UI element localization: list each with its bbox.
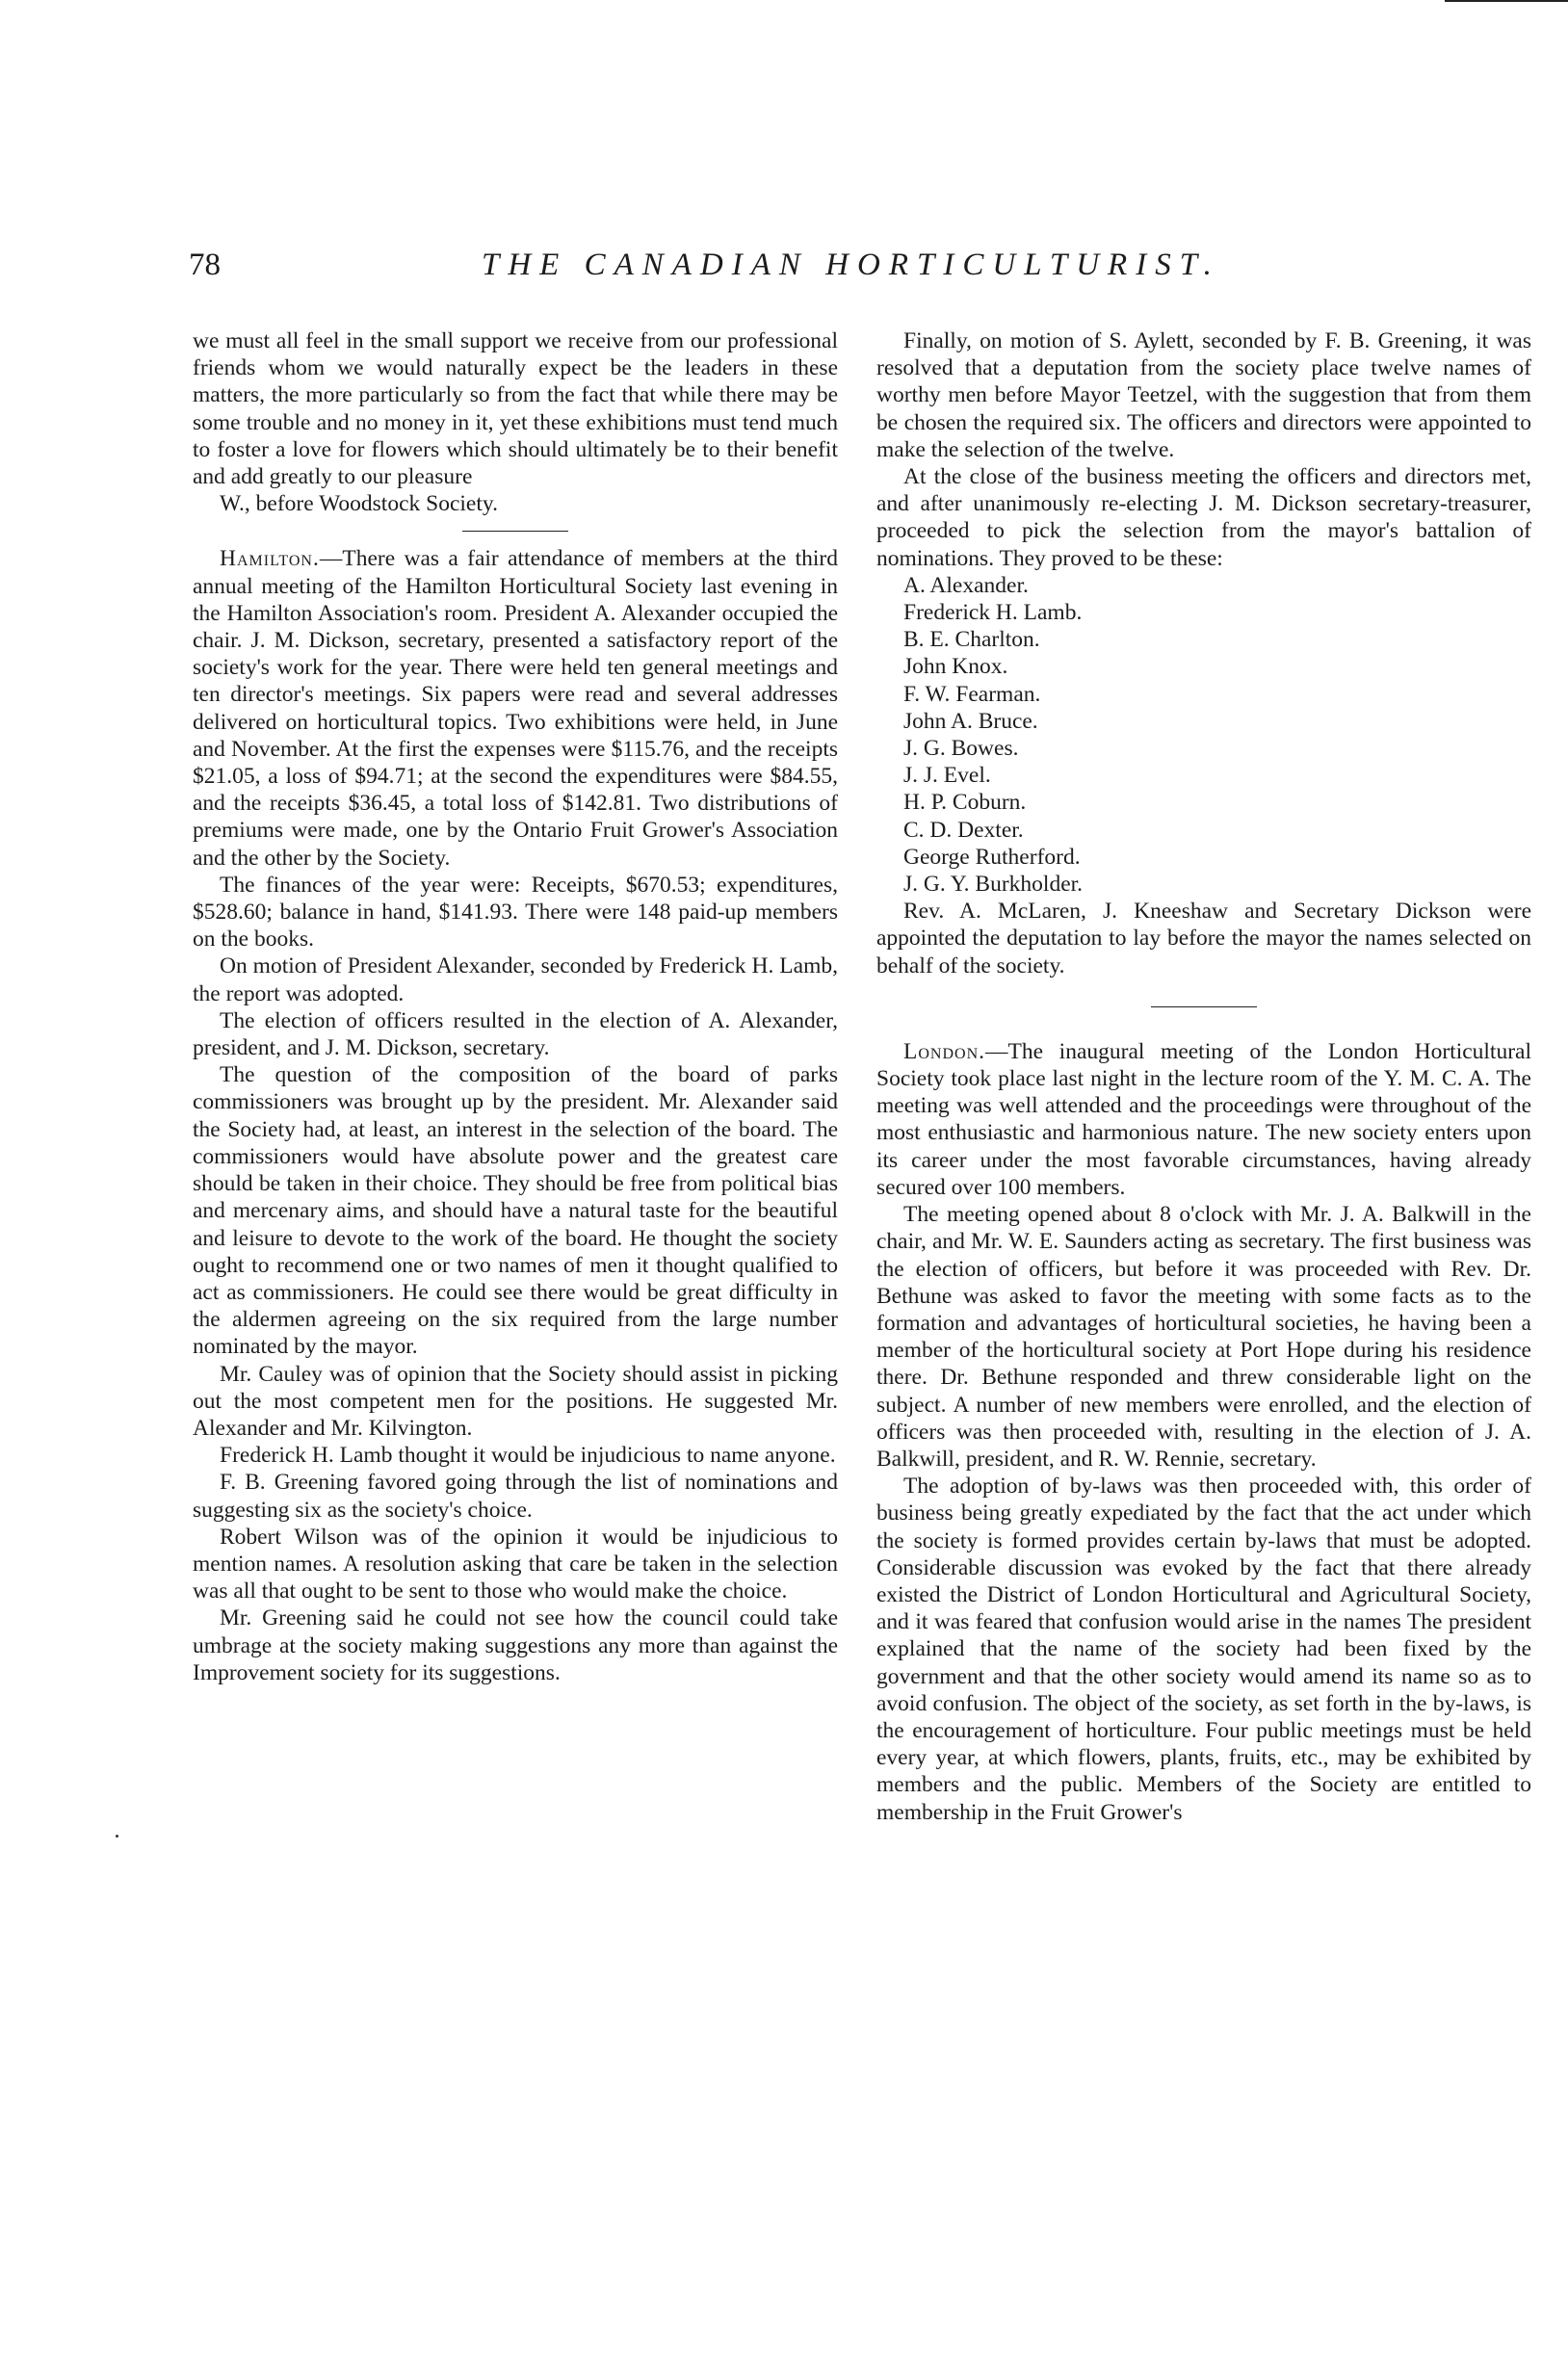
nominations-paragraph: At the close of the business meeting the officers and directors met, and after unanimously re-electing J. M. Dickson secretary-treasurer, proceeded to pick the selection from the mayor's battalion of nominations. They proved to be these: bbox=[876, 464, 1531, 571]
list-item: George Rutherford. bbox=[903, 844, 1081, 870]
greening-reply-paragraph: Mr. Greening said he could not see how the council could take umbrage at the society making suggestions any more than against the Improvement society for its suggestions. bbox=[193, 1605, 838, 1685]
london-text: —The inaugural meeting of the London Horticultural Society took place last night in the lecture room of the Y. M. C. A. The meeting was well attended and the proceedings were throughout of the most enthusiastic and harmonious nature. The new society enters upon its career under the most favorable circumstances, having already secured over 100 members. bbox=[876, 1038, 1531, 1200]
list-item: J. G. Bowes. bbox=[903, 736, 1019, 762]
list-item: C. D. Dexter. bbox=[903, 817, 1024, 843]
deputation-paragraph: Finally, on motion of S. Aylett, seconded by F. B. Greening, it was resolved that a deputation from the society place twelve names of worthy men before Mayor Teetzel, with the suggestion that from them be chosen the required six. The officers and directors were appointed to make the selection of the twelve. bbox=[876, 328, 1531, 462]
signature: W., before Woodstock Society. bbox=[220, 491, 498, 517]
list-item: J. J. Evel. bbox=[903, 763, 991, 789]
list-item: Frederick H. Lamb. bbox=[903, 600, 1083, 626]
cauley-paragraph: Mr. Cauley was of opinion that the Society should assist in picking out the most competent men for the positions. He suggested Mr. Alexander and Mr. Kilvington. bbox=[193, 1361, 838, 1441]
list-item: B. E. Charlton. bbox=[903, 627, 1040, 653]
names-list bbox=[876, 572, 1531, 898]
election-paragraph: The election of officers resulted in the election of A. Alexander, president, and J. M. Dickson, secretary. bbox=[193, 1007, 838, 1061]
margin-mark bbox=[116, 1835, 118, 1838]
hamilton-heading: Hamilton. bbox=[220, 546, 320, 572]
greening-paragraph: F. B. Greening favored going through the list of nominations and suggesting six as the society's choice. bbox=[193, 1470, 838, 1523]
wilson-paragraph: Robert Wilson was of the opinion it would be injudicious to mention names. A resolution asking that care be taken in the selection was all that ought to be sent to those who would make the choice. bbox=[193, 1524, 838, 1604]
deputation-members-paragraph: Rev. A. McLaren, J. Kneeshaw and Secretary Dickson were appointed the deputation to lay before the mayor the names selected on behalf of the society. bbox=[876, 899, 1531, 978]
lamb-paragraph: Frederick H. Lamb thought it would be injudicious to name anyone. bbox=[220, 1443, 836, 1469]
hamilton-text: —There was a fair attendance of members at the third annual meeting of the Hamilton Horticultural Society last evening in the Hamilton Association's room. President A. Alexander occupied the chair. J. M. Dickson, secretary, presented a satisfactory report of the society's work for the year. There were held ten general meetings and ten director's meetings. Six papers were read and several addresses delivered on horticultural topics. Two exhibitions were held, in June and November. At the first the expenses were $115.76, and the receipts $21.05, a loss of $94.71; at the second the expenditures were $84.55, and the receipts $36.45, a total loss of $142.81. Two distributions of premiums were made, one by the Ontario Fruit Grower's Association and the other by the Society. bbox=[193, 546, 838, 871]
meeting-paragraph: The meeting opened about 8 o'clock with Mr. J. A. Balkwill in the chair, and Mr. W. E. Saunders acting as secretary. The first business was the election of officers, but before it was proceeded with Rev. Dr. Bethune was asked to favor the meeting with some facts as to the formation and advantages of horticultural societies, he having been a member of the horticultural society at Port Hope during his residence there. Dr. Bethune responded and threw considerable light on the subject. A number of new members were enrolled, and the election of officers was then proceeded with, resulting in the election of J. A. Balkwill, president, and R. W. Rennie, secretary. bbox=[876, 1202, 1531, 1472]
parks-paragraph: The question of the composition of the board of parks commissioners was brought up by the president. Mr. Alexander said the Society had, at least, an interest in the selection of the board. The commissioners would have absolute power and the greatest care should be taken in their choice. They should be free from political bias and mercenary aims, and should have a natural taste for the beautiful and leisure to devote to the work of the board. He thought the society ought to recommend one or two names of men it thought qualified to act as commissioners. He could see there would be great difficulty in the aldermen agreeing on the six required from the large number nominated by the mayor. bbox=[193, 1062, 838, 1360]
list-item: F. W. Fearman. bbox=[903, 681, 1041, 707]
finances-paragraph: The finances of the year were: Receipts, $670.53; expenditures, $528.60; balance in hand, $141.93. There were 148 paid-up members on the books. bbox=[193, 872, 838, 952]
list-item: A. Alexander. bbox=[903, 572, 1029, 598]
right-column bbox=[876, 327, 1531, 1826]
running-title: THE CANADIAN HORTICULTURIST. bbox=[482, 248, 1220, 282]
section-divider bbox=[1151, 1006, 1257, 1007]
page-number: 78 bbox=[189, 248, 221, 282]
top-edge-rule bbox=[1445, 0, 1568, 2]
left-column bbox=[193, 327, 838, 1686]
list-item: H. P. Coburn. bbox=[903, 790, 1027, 816]
section-divider bbox=[462, 531, 568, 532]
page-header bbox=[0, 246, 1568, 284]
list-item: John Knox. bbox=[903, 654, 1008, 680]
motion-paragraph: On motion of President Alexander, seconded by Frederick H. Lamb, the report was adopted. bbox=[193, 953, 838, 1006]
london-heading: London. bbox=[903, 1038, 986, 1064]
hamilton-paragraph bbox=[193, 545, 838, 871]
list-item: J. G. Y. Burkholder. bbox=[903, 872, 1084, 898]
intro-paragraph: we must all feel in the small support we receive from our professional friends whom we would naturally expect be the leaders in these matters, the more particularly so from the fact that while there may be some trouble and no money in it, yet these exhibitions must tend much to foster a love for flowers which should ultimately be to their benefit and add greatly to our pleasure bbox=[193, 328, 838, 490]
london-paragraph bbox=[876, 1038, 1531, 1201]
bylaws-paragraph: The adoption of by-laws was then proceeded with, this order of business being greatly expediated by the fact that the act under which the society is formed provides certain by-laws that must be adopted. Considerable discussion was evoked by the fact that there already existed the District of London Horticultural and Agricultural Society, and it was feared that confusion would arise in the names The president explained that the name of the society had been fixed by the government and that the other society would amend its name so as to avoid confusion. The object of the society, as set forth in the by-laws, is the encouragement of horticulture. Four public meetings must be held every year, at which flowers, plants, fruits, etc., may be exhibited by members and the public. Members of the Society are entitled to membership in the Fruit Grower's bbox=[876, 1474, 1531, 1825]
list-item: John A. Bruce. bbox=[903, 708, 1038, 734]
